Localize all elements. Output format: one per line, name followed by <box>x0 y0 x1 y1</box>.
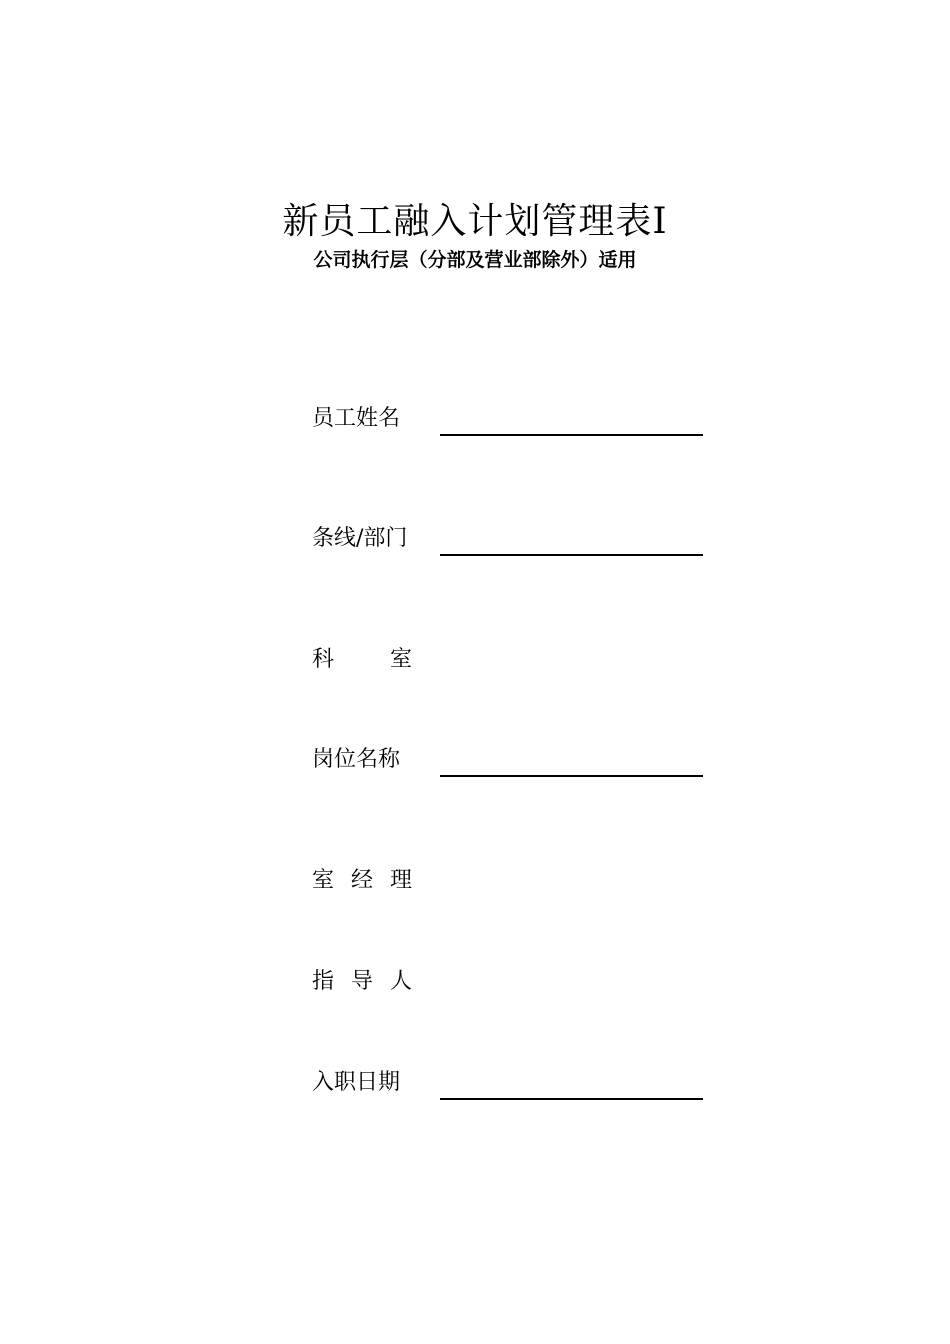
start-date-input-line[interactable] <box>440 1098 703 1100</box>
mentor-label-char-3: 人 <box>389 969 412 994</box>
section-label-char-1: 科 <box>312 647 335 672</box>
position-input-line[interactable] <box>440 775 703 777</box>
mentor-label-char-1: 指 <box>312 969 335 994</box>
employee-name-label: 员工姓名 <box>312 406 401 431</box>
section-label <box>312 645 412 675</box>
department-input-line[interactable] <box>440 554 703 556</box>
section-manager-label-char-1: 室 <box>312 868 335 893</box>
employee-name-input-line[interactable] <box>440 434 703 436</box>
document-title: 新员工融入计划管理表Ⅰ <box>282 201 668 242</box>
section-manager-label-char-2: 经 <box>350 868 373 893</box>
mentor-label-char-2: 导 <box>350 969 373 994</box>
section-manager-label <box>312 866 412 896</box>
mentor-label <box>312 967 412 997</box>
position-label: 岗位名称 <box>312 747 401 772</box>
start-date-label: 入职日期 <box>312 1070 401 1095</box>
section-label-char-2: 室 <box>389 647 412 672</box>
department-label: 条线/部门 <box>312 526 408 551</box>
document-subtitle: 公司执行层（分部及营业部除外）适用 <box>313 249 637 271</box>
section-manager-label-char-3: 理 <box>389 868 412 893</box>
